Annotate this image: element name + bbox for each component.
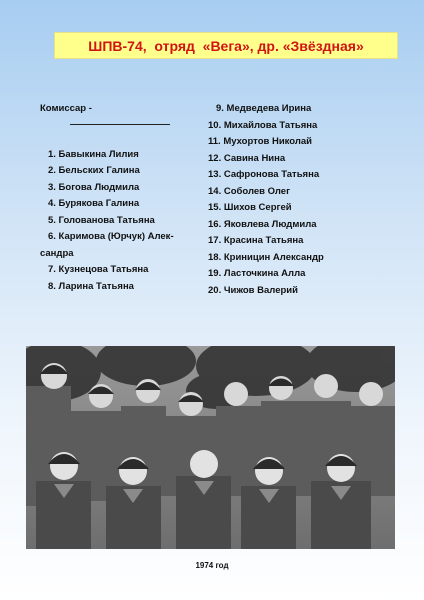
list-item: 3. Богова Людмила [48, 181, 140, 193]
commissar-label: Комиссар - [40, 103, 92, 114]
commissar-blank-line [70, 124, 170, 125]
list-item: 9. Медведева Ирина [216, 103, 312, 114]
members-list-left [40, 101, 200, 295]
list-item: 7. Кузнецова Татьяна [48, 264, 149, 275]
list-item: 8. Ларина Татьяна [48, 280, 134, 292]
list-item: 17. Красина Татьяна [208, 235, 304, 246]
list-item-continuation: сандра [40, 247, 74, 259]
group-photo [26, 346, 395, 549]
list-item: 18. Криницин Александр [208, 251, 324, 263]
list-item: 13. Сафронова Татьяна [208, 169, 320, 180]
list-item: 19. Ласточкина Алла [208, 268, 306, 279]
list-item: 2. Бельских Галина [48, 165, 140, 176]
list-item: 15. Шихов Сергей [208, 202, 292, 213]
list-item: 16. Яковлева Людмила [208, 218, 317, 230]
photo-caption: 1974 год [195, 561, 229, 570]
list-item: 12. Савина Нина [208, 152, 286, 164]
list-item: 20. Чижов Валерий [208, 284, 298, 296]
list-item: 14. Соболев Олег [208, 185, 291, 197]
list-item: 6. Каримова (Юрчук) Алек- [48, 231, 174, 242]
list-item: 1. Бавыкина Лилия [48, 148, 139, 160]
members-list-right [208, 101, 398, 299]
list-item: 10. Михайлова Татьяна [208, 119, 318, 131]
list-item: 4. Бурякова Галина [48, 198, 140, 209]
page-title: ШПВ-74, отряд «Вега», др. «Звёздная» [54, 32, 398, 59]
list-item: 11. Мухортов Николай [208, 136, 313, 147]
list-item: 5. Голованова Татьяна [48, 214, 155, 226]
